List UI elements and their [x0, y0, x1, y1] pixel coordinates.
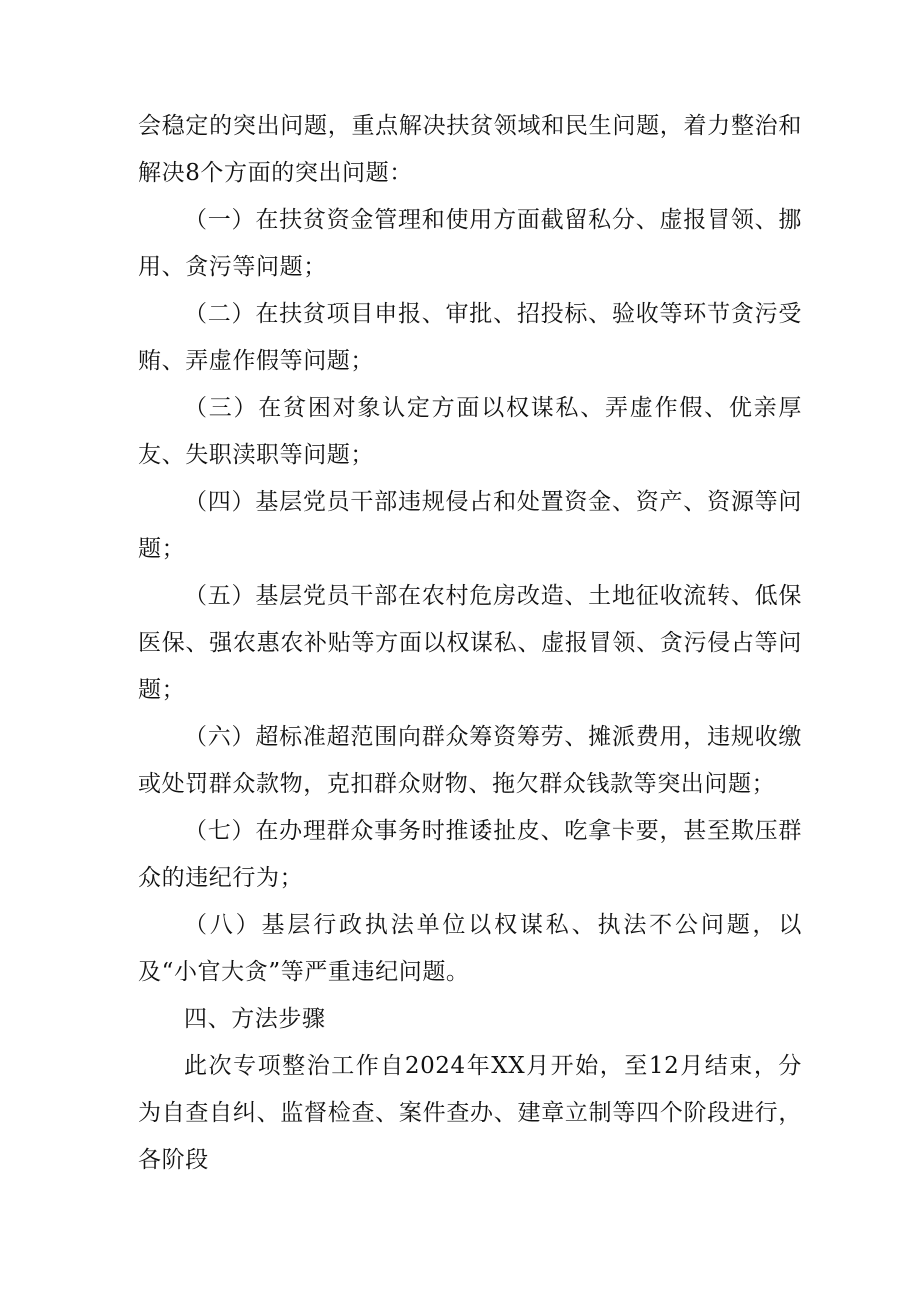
list-item-1: （一）在扶贫资金管理和使用方面截留私分、虚报冒领、挪用、贪污等问题；: [138, 207, 802, 280]
list-item-7: （七）在办理群众事务时推诿扯皮、吃拿卡要，甚至欺压群众的违纪行为；: [138, 818, 802, 891]
list-item-3: （三）在贫困对象认定方面以权谋私、弄虚作假、优亲厚友、失职渎职等问题；: [138, 395, 802, 468]
list-item-8: （八）基层行政执法单位以权谋私、执法不公问题，以及“小官大贪”等严重违纪问题。: [138, 912, 802, 985]
section-heading: 四、方法步骤: [184, 1006, 326, 1032]
paragraph-continuation: 会稳定的突出问题，重点解决扶贫领域和民生问题，着力整治和解决8个方面的突出问题：: [138, 113, 802, 186]
list-item-4: （四）基层党员干部违规侵占和处置资金、资产、资源等问题；: [138, 489, 802, 562]
paragraph-method: 此次专项整治工作自2024年XX月开始，至12月结束，分为自查自纠、监督检查、案件查办、建章立制等四个阶段进行，各阶段: [138, 1053, 802, 1173]
list-item-6: （六）超标准超范围向群众筹资筹劳、摊派费用，违规收缴或处罚群众款物，克扣群众财物、拖欠群众钱款等突出问题；: [138, 724, 802, 797]
list-item-5: （五）基层党员干部在农村危房改造、土地征收流转、低保医保、强农惠农补贴等方面以权谋私、虚报冒领、贪污侵占等问题；: [138, 583, 802, 703]
list-item-2: （二）在扶贫项目申报、审批、招投标、验收等环节贪污受贿、弄虚作假等问题；: [138, 301, 802, 374]
